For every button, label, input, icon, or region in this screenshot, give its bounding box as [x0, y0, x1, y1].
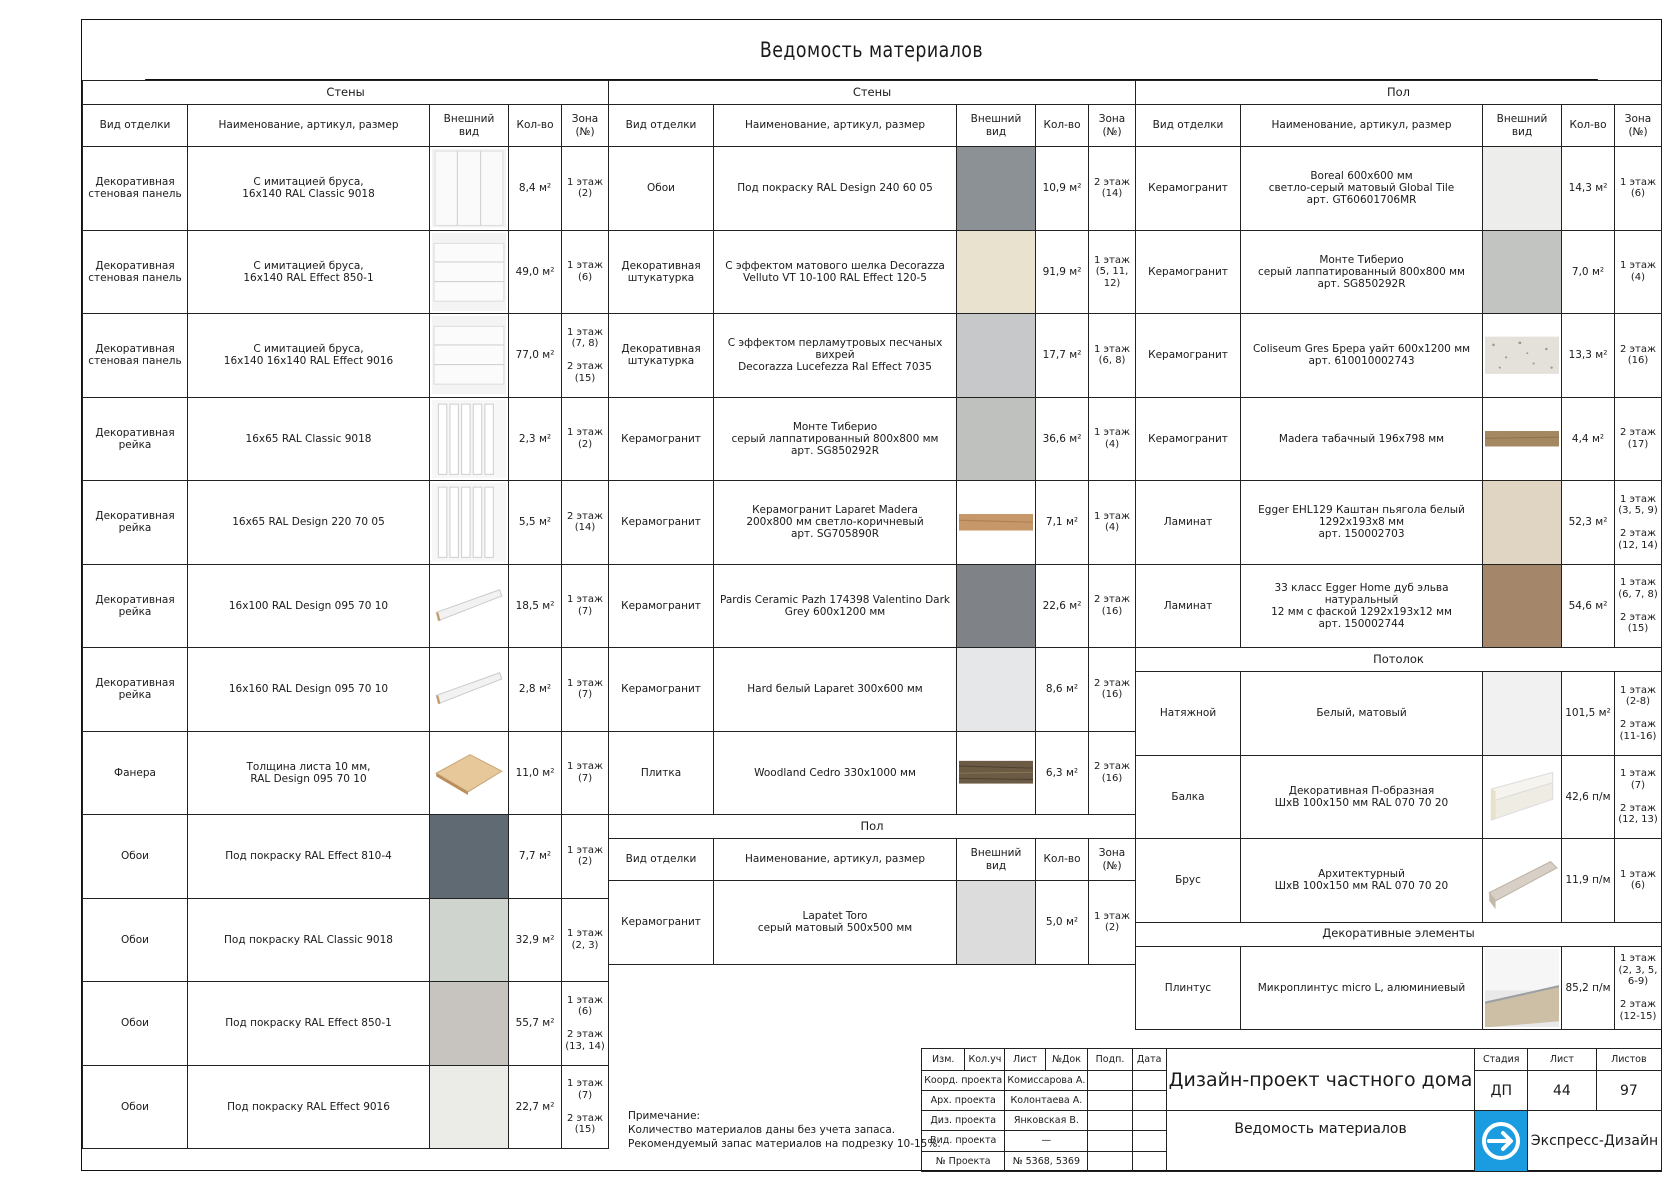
material-swatch: [430, 397, 509, 481]
material-swatch: [1483, 672, 1562, 756]
material-swatch: [1483, 564, 1562, 648]
tb-sheet-name: Ведомость материалов: [1166, 1111, 1475, 1172]
material-swatch: [1483, 397, 1562, 481]
material-qty: 11,0 м²: [509, 731, 562, 815]
material-qty: 7,7 м²: [509, 815, 562, 899]
col-qty: Кол-во: [509, 105, 562, 147]
material-zone: 2 этаж (16): [1089, 731, 1136, 815]
material-swatch: [430, 314, 509, 398]
material-qty: 13,3 м²: [1562, 314, 1615, 398]
material-swatch: [430, 898, 509, 982]
material-swatch: [957, 731, 1036, 815]
tb-role: Вид. проекта: [922, 1131, 1005, 1151]
tb-role: Диз. проекта: [922, 1111, 1005, 1131]
material-swatch: [1483, 147, 1562, 231]
material-qty: 5,5 м²: [509, 481, 562, 565]
material-zone: 1 этаж (6, 7, 8) 2 этаж (15): [1615, 564, 1662, 648]
table-row: [1136, 672, 1662, 756]
tb-person: Комиссарова А.: [1005, 1071, 1088, 1091]
tb-company: Экспресс-Дизайн: [1528, 1111, 1662, 1172]
material-type: Декоративная рейка: [83, 648, 188, 732]
material-zone: 1 этаж (2-8) 2 этаж (11-16): [1615, 672, 1662, 756]
material-type: Натяжной: [1136, 672, 1241, 756]
section-title: Стены: [83, 81, 609, 105]
material-zone: 1 этаж (4): [1089, 481, 1136, 565]
title-block: [921, 1048, 1662, 1172]
material-qty: 11,9 п/м: [1562, 839, 1615, 923]
table-row: [83, 314, 609, 398]
material-type: Обои: [83, 982, 188, 1066]
material-qty: 22,6 м²: [1036, 564, 1089, 648]
material-type: Декоративная рейка: [83, 397, 188, 481]
section-title: Пол: [609, 815, 1136, 839]
material-swatch: [1483, 230, 1562, 314]
table-row: [1136, 481, 1662, 565]
table-row: [609, 230, 1136, 314]
table-row: [609, 881, 1136, 965]
material-name: 16x160 RAL Design 095 70 10: [188, 648, 430, 732]
material-qty: 77,0 м²: [509, 314, 562, 398]
material-zone: 2 этаж (17): [1615, 397, 1662, 481]
material-qty: 52,3 м²: [1562, 481, 1615, 565]
tb-h-ndoc: №Док: [1045, 1049, 1088, 1071]
material-name: Под покраску RAL Design 240 60 05: [714, 147, 957, 231]
note-text: Примечание: Количество материалов даны без учета запаса. Рекомендуемый запас материалов на подрезку 10-15%.: [628, 1110, 941, 1150]
material-name: С эффектом матового шелка Decorazza Velluto VT 10-100 RAL Effect 120-5: [714, 230, 957, 314]
col-type: Вид отделки: [1136, 105, 1241, 147]
material-name: С имитацией бруса, 16x140 RAL Effect 850-1: [188, 230, 430, 314]
material-type: Керамогранит: [1136, 147, 1241, 231]
material-zone: 1 этаж (4): [1615, 230, 1662, 314]
table-row: [609, 648, 1136, 732]
material-swatch: [430, 1065, 509, 1149]
material-zone: 1 этаж (3, 5, 9) 2 этаж (12, 14): [1615, 481, 1662, 565]
material-type: Декоративная стеновая панель: [83, 314, 188, 398]
material-zone: 1 этаж (7) 2 этаж (15): [562, 1065, 609, 1149]
material-zone: 1 этаж (2, 3): [562, 898, 609, 982]
material-name: С эффектом перламутровых песчаных вихрей Decorazza Lucefezza Ral Effect 7035: [714, 314, 957, 398]
walls-table-2: [608, 80, 1136, 965]
material-qty: 7,1 м²: [1036, 481, 1089, 565]
tb-stage: ДП: [1475, 1071, 1528, 1111]
material-zone: 1 этаж (2, 3, 5, 6-9) 2 этаж (12-15): [1615, 946, 1662, 1030]
table-row: [1136, 564, 1662, 648]
material-qty: 85,2 п/м: [1562, 946, 1615, 1030]
material-swatch: [430, 481, 509, 565]
material-name: Под покраску RAL Effect 810-4: [188, 815, 430, 899]
material-name: Декоративная П-образная ШхВ 100x150 мм RAL 070 70 20: [1241, 755, 1483, 839]
table-row: [83, 731, 609, 815]
material-swatch: [430, 815, 509, 899]
material-swatch: [430, 731, 509, 815]
material-name: Hard белый Laparet 300x600 мм: [714, 648, 957, 732]
material-zone: 1 этаж (6) 2 этаж (13, 14): [562, 982, 609, 1066]
company-logo: [1475, 1111, 1528, 1172]
material-zone: 1 этаж (7): [562, 564, 609, 648]
section-title: Потолок: [1136, 648, 1662, 672]
material-name: Под покраску RAL Classic 9018: [188, 898, 430, 982]
section-title: Пол: [1136, 81, 1662, 105]
material-qty: 5,0 м²: [1036, 881, 1089, 965]
drawing-sheet: [81, 19, 1662, 1171]
tb-role: Коорд. проекта: [922, 1071, 1005, 1091]
table-row: [609, 397, 1136, 481]
material-type: Декоративная стеновая панель: [83, 147, 188, 231]
material-swatch: [957, 881, 1036, 965]
material-qty: 49,0 м²: [509, 230, 562, 314]
material-zone: 1 этаж (6, 8): [1089, 314, 1136, 398]
col-zone: Зона (№): [1089, 105, 1136, 147]
material-zone: 1 этаж (2): [1089, 881, 1136, 965]
material-type: Декоративная стеновая панель: [83, 230, 188, 314]
table-row: [609, 564, 1136, 648]
table-row: [83, 481, 609, 565]
material-type: Керамогранит: [1136, 397, 1241, 481]
material-name: Lapatet Toro серый матовый 500x500 мм: [714, 881, 957, 965]
material-type: Керамогранит: [1136, 314, 1241, 398]
material-type: Керамогранит: [609, 397, 714, 481]
material-zone: 1 этаж (6): [1615, 147, 1662, 231]
material-name: Монте Тиберио серый лаппатированный 800x800 мм арт. SG850292R: [714, 397, 957, 481]
col-zone: Зона (№): [1089, 839, 1136, 881]
table-row: [83, 1065, 609, 1149]
material-swatch: [957, 230, 1036, 314]
material-qty: 7,0 м²: [1562, 230, 1615, 314]
material-type: Декоративная штукатурка: [609, 230, 714, 314]
material-qty: 54,6 м²: [1562, 564, 1615, 648]
logo-icon: [1480, 1120, 1522, 1162]
material-swatch: [957, 147, 1036, 231]
material-zone: 1 этаж (5, 11, 12): [1089, 230, 1136, 314]
section-title: Стены: [609, 81, 1136, 105]
col-look: Внешний вид: [957, 839, 1036, 881]
material-swatch: [430, 230, 509, 314]
table-row: [83, 648, 609, 732]
material-type: Балка: [1136, 755, 1241, 839]
table-row: [83, 397, 609, 481]
material-swatch: [1483, 314, 1562, 398]
material-qty: 17,7 м²: [1036, 314, 1089, 398]
material-name: 33 класс Egger Home дуб эльва натуральный 12 мм с фаской 1292x193x12 мм арт. 150002744: [1241, 564, 1483, 648]
material-name: Coliseum Gres Брера уайт 600x1200 мм арт. 610010002743: [1241, 314, 1483, 398]
material-swatch: [430, 982, 509, 1066]
table-row: [609, 731, 1136, 815]
material-type: Керамогранит: [1136, 230, 1241, 314]
material-name: С имитацией бруса, 16x140 RAL Classic 9018: [188, 147, 430, 231]
material-type: Брус: [1136, 839, 1241, 923]
material-name: Boreal 600x600 мм светло-серый матовый Global Tile арт. GT60601706MR: [1241, 147, 1483, 231]
material-name: Egger EHL129 Каштан пьягола белый 1292x193x8 мм арт. 150002703: [1241, 481, 1483, 565]
material-type: Обои: [83, 898, 188, 982]
material-type: Керамогранит: [609, 564, 714, 648]
col-type: Вид отделки: [609, 105, 714, 147]
tb-role: № Проекта: [922, 1151, 1005, 1171]
table-row: [83, 898, 609, 982]
material-type: Декоративная рейка: [83, 481, 188, 565]
material-swatch: [1483, 839, 1562, 923]
material-type: Декоративная штукатурка: [609, 314, 714, 398]
material-zone: 1 этаж (6): [562, 230, 609, 314]
table-row: [83, 815, 609, 899]
material-type: Декоративная рейка: [83, 564, 188, 648]
material-zone: 2 этаж (14): [1089, 147, 1136, 231]
material-name: Белый, матовый: [1241, 672, 1483, 756]
tb-role: Арх. проекта: [922, 1091, 1005, 1111]
col-name: Наименование, артикул, размер: [714, 105, 957, 147]
material-name: Толщина листа 10 мм, RAL Design 095 70 10: [188, 731, 430, 815]
tb-person: Колонтаева А.: [1005, 1091, 1088, 1111]
material-zone: 1 этаж (7): [562, 648, 609, 732]
tb-h-sheets: Листов: [1596, 1049, 1661, 1071]
material-qty: 10,9 м²: [1036, 147, 1089, 231]
material-qty: 2,8 м²: [509, 648, 562, 732]
col-qty: Кол-во: [1036, 839, 1089, 881]
page-title: Ведомость материалов: [145, 20, 1598, 80]
material-name: Woodland Cedro 330x1000 мм: [714, 731, 957, 815]
material-type: Плинтус: [1136, 946, 1241, 1030]
material-zone: 1 этаж (7, 8) 2 этаж (15): [562, 314, 609, 398]
material-zone: 1 этаж (2): [562, 397, 609, 481]
table-row: [83, 564, 609, 648]
material-swatch: [430, 648, 509, 732]
material-type: Ламинат: [1136, 564, 1241, 648]
tb-h-podp: Подп.: [1088, 1049, 1132, 1071]
material-zone: 2 этаж (16): [1089, 564, 1136, 648]
col-look: Внешний вид: [1483, 105, 1562, 147]
material-name: Архитектурный ШхВ 100x150 мм RAL 070 70 20: [1241, 839, 1483, 923]
col-name: Наименование, артикул, размер: [188, 105, 430, 147]
material-qty: 8,4 м²: [509, 147, 562, 231]
table-row: [1136, 839, 1662, 923]
material-qty: 2,3 м²: [509, 397, 562, 481]
col-name: Наименование, артикул, размер: [714, 839, 957, 881]
table-row: [1136, 397, 1662, 481]
material-swatch: [957, 564, 1036, 648]
material-swatch: [957, 397, 1036, 481]
material-type: Керамогранит: [609, 648, 714, 732]
section-title: Декоративные элементы: [1136, 922, 1662, 946]
material-type: Обои: [609, 147, 714, 231]
table-row: [83, 982, 609, 1066]
tb-sheet: 44: [1528, 1071, 1597, 1111]
material-swatch: [1483, 755, 1562, 839]
tb-h-data: Дата: [1132, 1049, 1166, 1071]
table-row: [1136, 314, 1662, 398]
tb-person: Янковская В.: [1005, 1111, 1088, 1131]
material-qty: 22,7 м²: [509, 1065, 562, 1149]
col-name: Наименование, артикул, размер: [1241, 105, 1483, 147]
material-zone: 1 этаж (2): [562, 815, 609, 899]
material-name: Под покраску RAL Effect 9016: [188, 1065, 430, 1149]
material-zone: 1 этаж (4): [1089, 397, 1136, 481]
material-swatch: [1483, 946, 1562, 1030]
material-type: Обои: [83, 1065, 188, 1149]
table-row: [1136, 147, 1662, 231]
table-row: [609, 147, 1136, 231]
material-zone: 2 этаж (14): [562, 481, 609, 565]
tb-project: Дизайн-проект частного дома: [1166, 1049, 1475, 1111]
material-name: 16x100 RAL Design 095 70 10: [188, 564, 430, 648]
material-zone: 2 этаж (16): [1089, 648, 1136, 732]
material-swatch: [957, 314, 1036, 398]
material-zone: 2 этаж (16): [1615, 314, 1662, 398]
material-type: Керамогранит: [609, 881, 714, 965]
tb-h-list: Лист: [1005, 1049, 1045, 1071]
tb-sheets: 97: [1596, 1071, 1661, 1111]
tb-h-izm: Изм.: [922, 1049, 965, 1071]
material-name: Монте Тиберио серый лаппатированный 800x800 мм арт. SG850292R: [1241, 230, 1483, 314]
floor-table: [1135, 80, 1662, 1030]
table-row: [83, 147, 609, 231]
material-qty: 18,5 м²: [509, 564, 562, 648]
table-row: [1136, 755, 1662, 839]
table-row: [609, 481, 1136, 565]
material-type: Обои: [83, 815, 188, 899]
material-zone: 1 этаж (6): [1615, 839, 1662, 923]
material-name: Микроплинтус micro L, алюминиевый: [1241, 946, 1483, 1030]
material-name: С имитацией бруса, 16x140 16x140 RAL Effect 9016: [188, 314, 430, 398]
material-type: Ламинат: [1136, 481, 1241, 565]
material-name: 16x65 RAL Design 220 70 05: [188, 481, 430, 565]
material-type: Керамогранит: [609, 481, 714, 565]
table-row: [1136, 230, 1662, 314]
material-qty: 14,3 м²: [1562, 147, 1615, 231]
col-zone: Зона (№): [562, 105, 609, 147]
material-qty: 101,5 м²: [1562, 672, 1615, 756]
material-type: Плитка: [609, 731, 714, 815]
material-swatch: [430, 147, 509, 231]
material-name: Керамогранит Laparet Madera 200x800 мм светло-коричневый арт. SG705890R: [714, 481, 957, 565]
material-swatch: [957, 648, 1036, 732]
tb-person: № 5368, 5369: [1005, 1151, 1088, 1171]
material-qty: 55,7 м²: [509, 982, 562, 1066]
material-zone: 1 этаж (7) 2 этаж (12, 13): [1615, 755, 1662, 839]
material-qty: 4,4 м²: [1562, 397, 1615, 481]
walls-table-1: [82, 80, 609, 1149]
col-type: Вид отделки: [609, 839, 714, 881]
material-name: Pardis Ceramic Pazh 174398 Valentino Dark Grey 600x1200 мм: [714, 564, 957, 648]
material-name: Madera табачный 196x798 мм: [1241, 397, 1483, 481]
tb-person: —: [1005, 1131, 1088, 1151]
material-name: 16x65 RAL Classic 9018: [188, 397, 430, 481]
material-zone: 1 этаж (7): [562, 731, 609, 815]
material-swatch: [957, 481, 1036, 565]
material-qty: 8,6 м²: [1036, 648, 1089, 732]
tb-h-stage: Стадия: [1475, 1049, 1528, 1071]
tb-h-sheet: Лист: [1528, 1049, 1597, 1071]
col-look: Внешний вид: [430, 105, 509, 147]
material-qty: 42,6 п/м: [1562, 755, 1615, 839]
material-qty: 6,3 м²: [1036, 731, 1089, 815]
material-swatch: [430, 564, 509, 648]
material-swatch: [1483, 481, 1562, 565]
col-look: Внешний вид: [957, 105, 1036, 147]
col-type: Вид отделки: [83, 105, 188, 147]
material-qty: 91,9 м²: [1036, 230, 1089, 314]
material-type: Фанера: [83, 731, 188, 815]
material-name: Под покраску RAL Effect 850-1: [188, 982, 430, 1066]
material-qty: 32,9 м²: [509, 898, 562, 982]
col-qty: Кол-во: [1036, 105, 1089, 147]
col-zone: Зона (№): [1615, 105, 1662, 147]
material-zone: 1 этаж (2): [562, 147, 609, 231]
tb-h-kol: Кол.уч: [965, 1049, 1005, 1071]
table-row: [609, 314, 1136, 398]
table-row: [83, 230, 609, 314]
material-qty: 36,6 м²: [1036, 397, 1089, 481]
col-qty: Кол-во: [1562, 105, 1615, 147]
table-row: [1136, 946, 1662, 1030]
